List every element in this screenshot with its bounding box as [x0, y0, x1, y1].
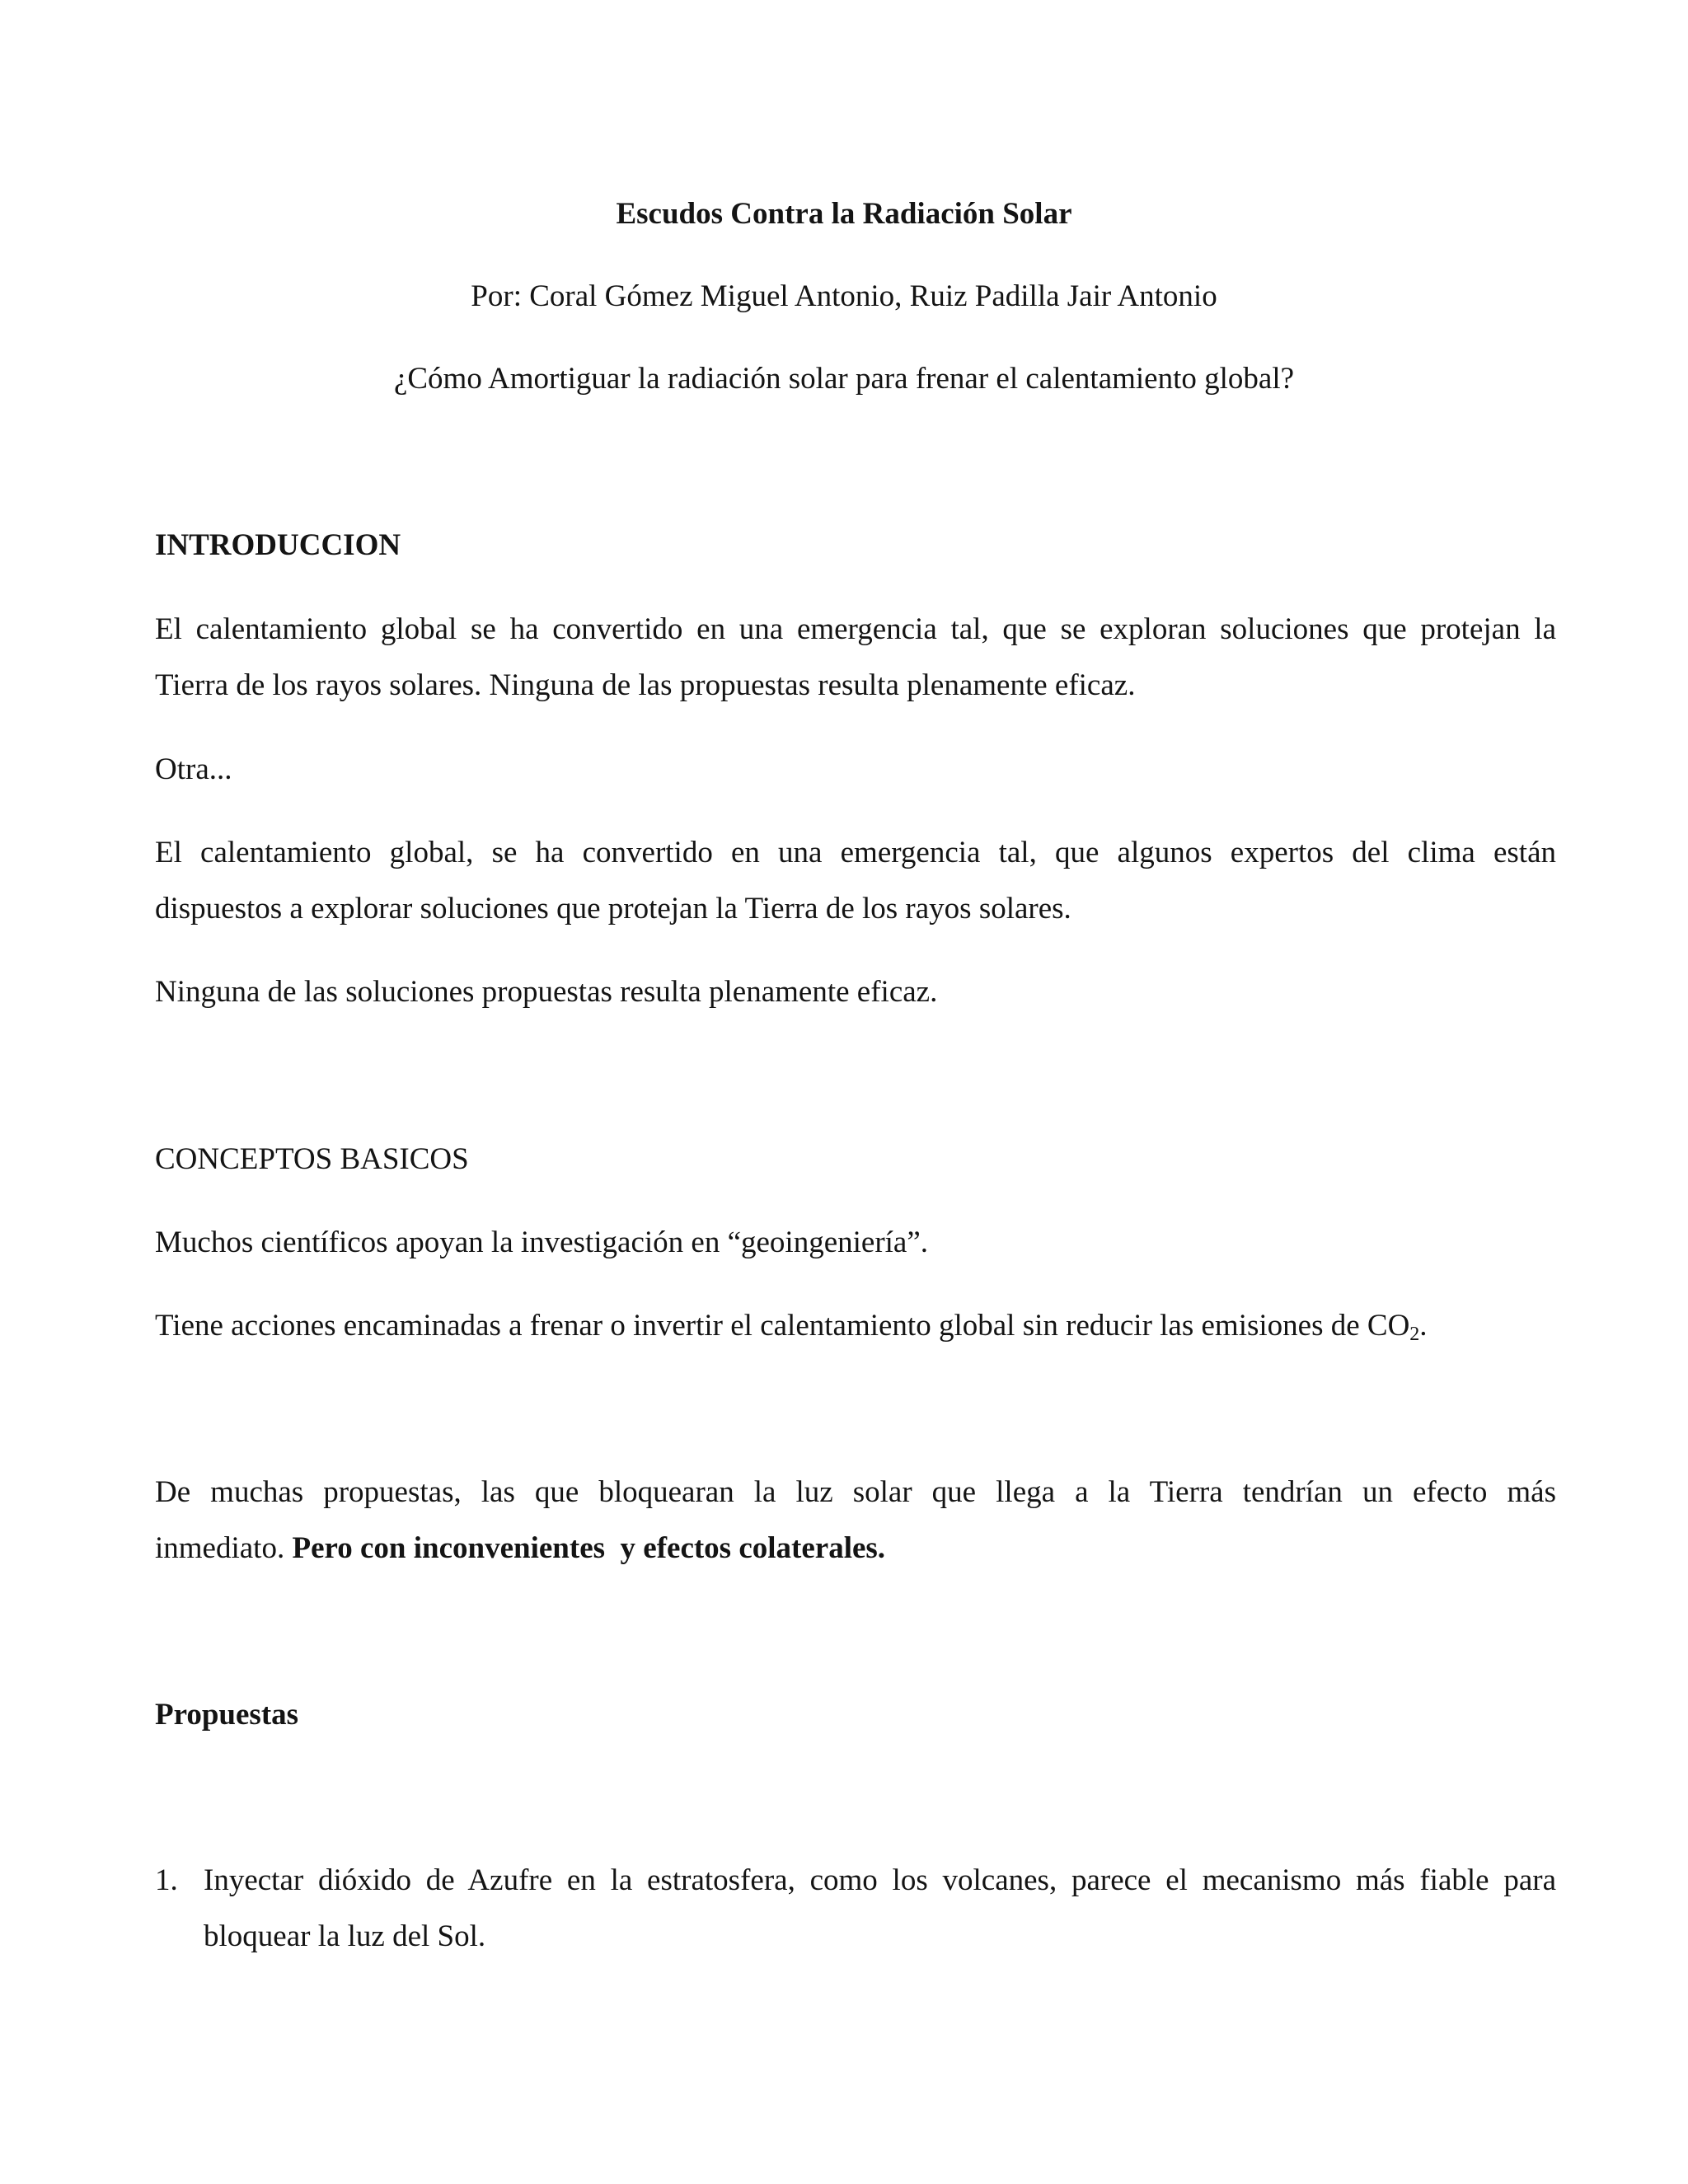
conceptos-paragraph-2-end: . [1419, 1309, 1428, 1343]
list-item-number: 1. [155, 1863, 178, 1897]
heading-propuestas: Propuestas [155, 1698, 299, 1732]
intro-paragraph-1-line-1: El calentamiento global se ha convertido en una emergencia tal, que se exploran soluciones que protejan la [155, 612, 1556, 646]
list-item-line-2: bloquear la luz del Sol. [204, 1919, 486, 1953]
intro-paragraph-4: Ninguna de las soluciones propuestas resulta plenamente eficaz. [155, 975, 938, 1009]
co2-subscript: 2 [1409, 1324, 1420, 1345]
document-authors: Por: Coral Gómez Miguel Antonio, Ruiz Padilla Jair Antonio [471, 279, 1217, 313]
intro-paragraph-3-line-1: El calentamiento global, se ha convertido en una emergencia tal, que algunos expertos del clima están [155, 836, 1556, 869]
list-item-line-1: Inyectar dióxido de Azufre en la estratosfera, como los volcanes, parece el mecanismo más fiable para [204, 1863, 1556, 1897]
conceptos-paragraph-3-line-1: De muchas propuestas, las que bloquearan la luz solar que llega a la Tierra tendrían un efecto más [155, 1475, 1556, 1509]
heading-introduccion: INTRODUCCION [155, 528, 401, 562]
research-question: ¿Cómo Amortiguar la radiación solar para frenar el calentamiento global? [393, 362, 1295, 396]
conceptos-paragraph-3-line-2 [155, 1530, 885, 1567]
conceptos-paragraph-3-bold: Pero con inconvenientes y efectos colaterales. [292, 1531, 886, 1565]
conceptos-paragraph-2-text: Tiene acciones encaminadas a frenar o invertir el calentamiento global sin reducir las emisiones de CO [155, 1309, 1410, 1343]
conceptos-paragraph-1: Muchos científicos apoyan la investigación en “geoingeniería”. [155, 1226, 929, 1259]
intro-paragraph-3-line-2: dispuestos a explorar soluciones que protejan la Tierra de los rayos solares. [155, 892, 1071, 926]
conceptos-paragraph-3-normal: inmediato. [155, 1531, 285, 1565]
conceptos-paragraph-2 [155, 1308, 1428, 1344]
intro-paragraph-2: Otra... [155, 752, 232, 786]
intro-paragraph-1-line-2: Tierra de los rayos solares. Ninguna de las propuestas resulta plenamente eficaz. [155, 668, 1136, 702]
document-title: Escudos Contra la Radiación Solar [616, 197, 1072, 231]
heading-conceptos-basicos: CONCEPTOS BASICOS [155, 1142, 469, 1176]
